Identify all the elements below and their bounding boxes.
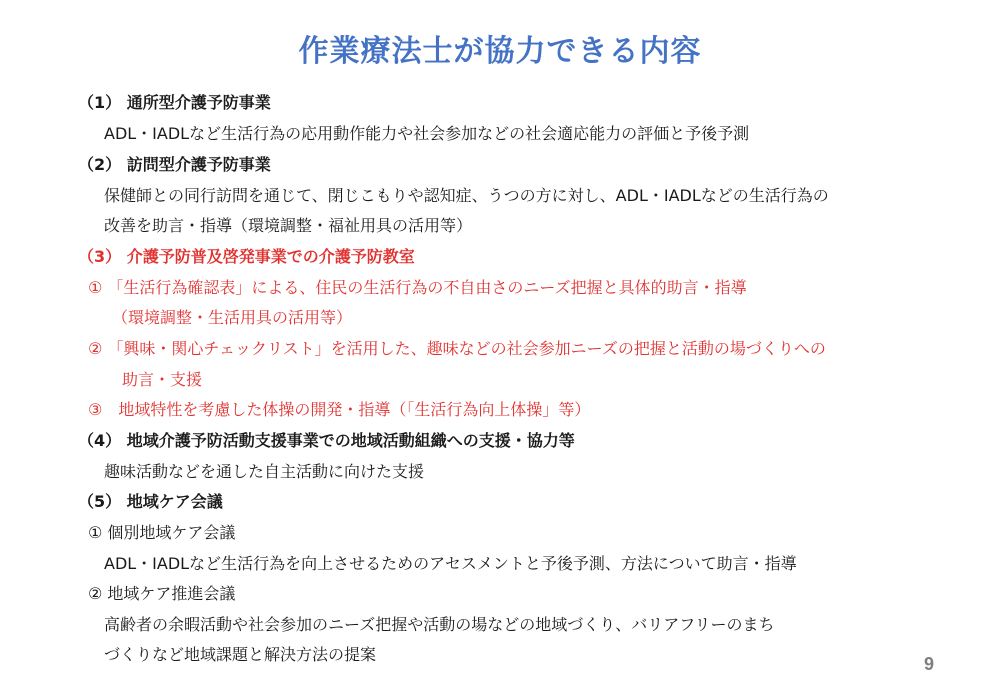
- section-2-body-line-2: 改善を助言・指導（環境調整・福祉用具の活用等）: [104, 216, 473, 235]
- section-3-item-1-line-2: （環境調整・生活用具の活用等）: [112, 308, 353, 327]
- section-5-sub-2: ② 地域ケア推進会議: [88, 584, 236, 603]
- section-4-body: 趣味活動などを通した自主活動に向けた支援: [104, 462, 425, 481]
- section-5-sub-1: ① 個別地域ケア会議: [88, 523, 236, 542]
- section-1-heading: （1） 通所型介護予防事業: [78, 93, 271, 112]
- section-5-sub-1-body: ADL・IADLなど生活行為を向上させるためのアセスメントと予後予測、方法について助言・指導: [104, 554, 797, 573]
- section-3-item-1-line-1: ① 「生活行為確認表」による、住民の生活行為の不自由さのニーズ把握と具体的助言・指導: [88, 278, 747, 297]
- section-5-sub-2-body-line-1: 高齢者の余暇活動や社会参加のニーズ把握や活動の場などの地域づくり、バリアフリーのまち: [104, 615, 775, 634]
- section-5-sub-2-body-line-2: づくりなど地域課題と解決方法の提案: [104, 645, 377, 664]
- section-3-item-3: ③ 地域特性を考慮した体操の開発・指導（「生活行為向上体操」等）: [88, 400, 591, 419]
- section-3-item-2-line-1: ② 「興味・関心チェックリスト」を活用した、趣味などの社会参加ニーズの把握と活動の場づくりへの: [88, 339, 826, 358]
- section-3-heading: （3） 介護予防普及啓発事業での介護予防教室: [78, 247, 415, 266]
- section-3-item-2-line-2: 助言・支援: [122, 370, 203, 389]
- page-number: 9: [923, 654, 934, 674]
- section-2-heading: （2） 訪問型介護予防事業: [78, 155, 271, 174]
- section-1-body: ADL・IADLなど生活行為の応用動作能力や社会参加などの社会適応能力の評価と予後予測: [104, 124, 750, 143]
- section-4-heading: （4） 地域介護予防活動支援事業での地域活動組織への支援・協力等: [78, 431, 575, 450]
- slide-title: 作業療法士が協力できる内容: [298, 34, 702, 69]
- section-5-heading: （5） 地域ケア会議: [78, 492, 223, 511]
- section-2-body-line-1: 保健師との同行訪問を通じて、閉じこもりや認知症、うつの方に対し、ADL・IADLなどの生活行為の: [104, 186, 829, 205]
